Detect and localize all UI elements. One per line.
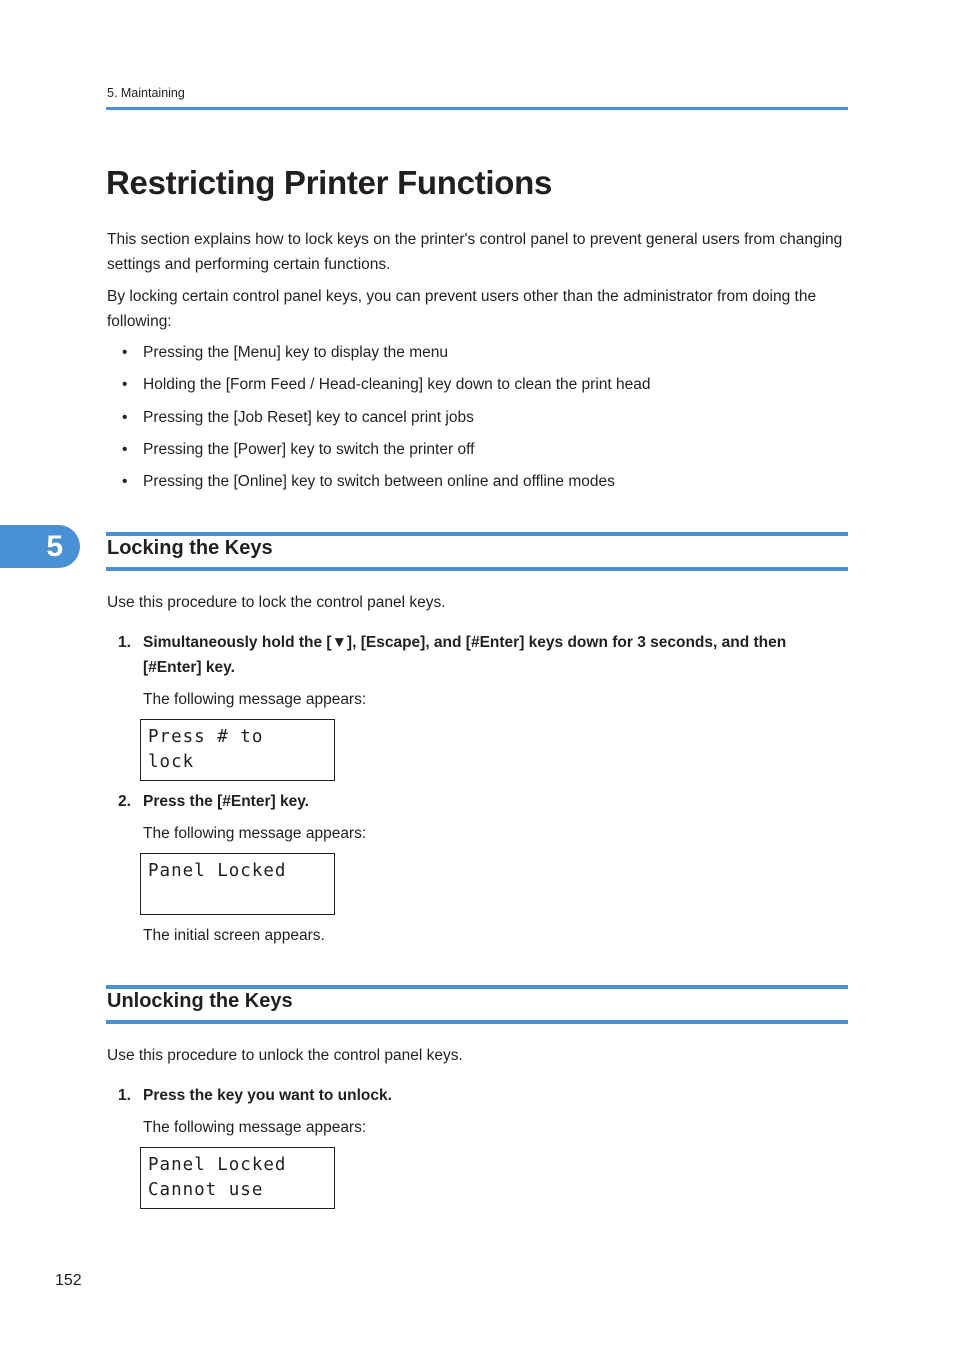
lcd-line: Press # to <box>148 727 264 747</box>
list-item: • Pressing the [Online] key to switch between online and offline modes <box>122 471 651 503</box>
page-title: Restricting Printer Functions <box>106 164 553 201</box>
intro-paragraph-1: This section explains how to lock keys on the printer's control panel to prevent general users from changing settings and performing certain functions. <box>107 231 843 273</box>
locking-step-1 <box>118 630 786 655</box>
bullet-icon: • <box>122 408 128 426</box>
step-number: 1. <box>118 634 131 651</box>
bullet-icon: • <box>122 473 128 491</box>
section-heading-unlocking: Unlocking the Keys <box>107 990 293 1012</box>
step-note: The following message appears: <box>143 825 367 842</box>
chapter-tab: 5 <box>0 525 80 568</box>
lcd-line: lock <box>148 752 195 772</box>
section-heading-locking: Locking the Keys <box>107 537 273 559</box>
lcd-line: Panel Locked <box>148 861 287 881</box>
step-number: 2. <box>118 793 131 810</box>
section-rule-bottom <box>106 567 848 571</box>
bullet-icon: • <box>122 376 128 394</box>
lcd-line: Cannot use <box>148 1180 264 1200</box>
locking-step-2 <box>118 789 309 814</box>
step-note: The following message appears: <box>143 691 367 708</box>
step-result: The initial screen appears. <box>143 927 325 944</box>
list-item: • Pressing the [Job Reset] key to cancel print jobs <box>122 407 651 439</box>
breadcrumb: 5. Maintaining <box>107 86 185 100</box>
intro-paragraph-2: By locking certain control panel keys, you can prevent users other than the administrator from doing the following: <box>107 288 817 330</box>
list-item: • Pressing the [Power] key to switch the printer off <box>122 439 651 471</box>
step-text: Simultaneously hold the [▼], [Escape], and [#Enter] keys down for 3 seconds, and then <box>143 634 787 651</box>
bullet-icon: • <box>122 440 128 458</box>
restricted-actions-list <box>122 342 651 503</box>
locking-step-1-continued: [#Enter] key. <box>143 659 235 676</box>
section-rule-bottom <box>106 1020 848 1024</box>
lcd-display <box>140 719 335 781</box>
lcd-display <box>140 853 335 915</box>
unlocking-intro: Use this procedure to unlock the control panel keys. <box>107 1047 463 1064</box>
step-note: The following message appears: <box>143 1119 367 1136</box>
lcd-line: Panel Locked <box>148 1155 287 1175</box>
step-number: 1. <box>118 1087 131 1104</box>
step-text: Press the key you want to unlock. <box>143 1087 392 1104</box>
page-number: 152 <box>55 1272 82 1289</box>
unlocking-step-1 <box>118 1083 392 1108</box>
locking-intro: Use this procedure to lock the control panel keys. <box>107 594 446 611</box>
lcd-display <box>140 1147 335 1209</box>
lcd-line <box>148 884 334 909</box>
list-item: • Holding the [Form Feed / Head-cleaning] key down to clean the print head <box>122 374 651 406</box>
section-rule-top <box>106 985 848 989</box>
bullet-icon: • <box>122 344 128 361</box>
header-rule <box>106 107 848 110</box>
section-rule-top <box>106 532 848 536</box>
list-item: • Pressing the [Menu] key to display the menu <box>122 342 651 374</box>
step-text: Press the [#Enter] key. <box>143 793 309 810</box>
